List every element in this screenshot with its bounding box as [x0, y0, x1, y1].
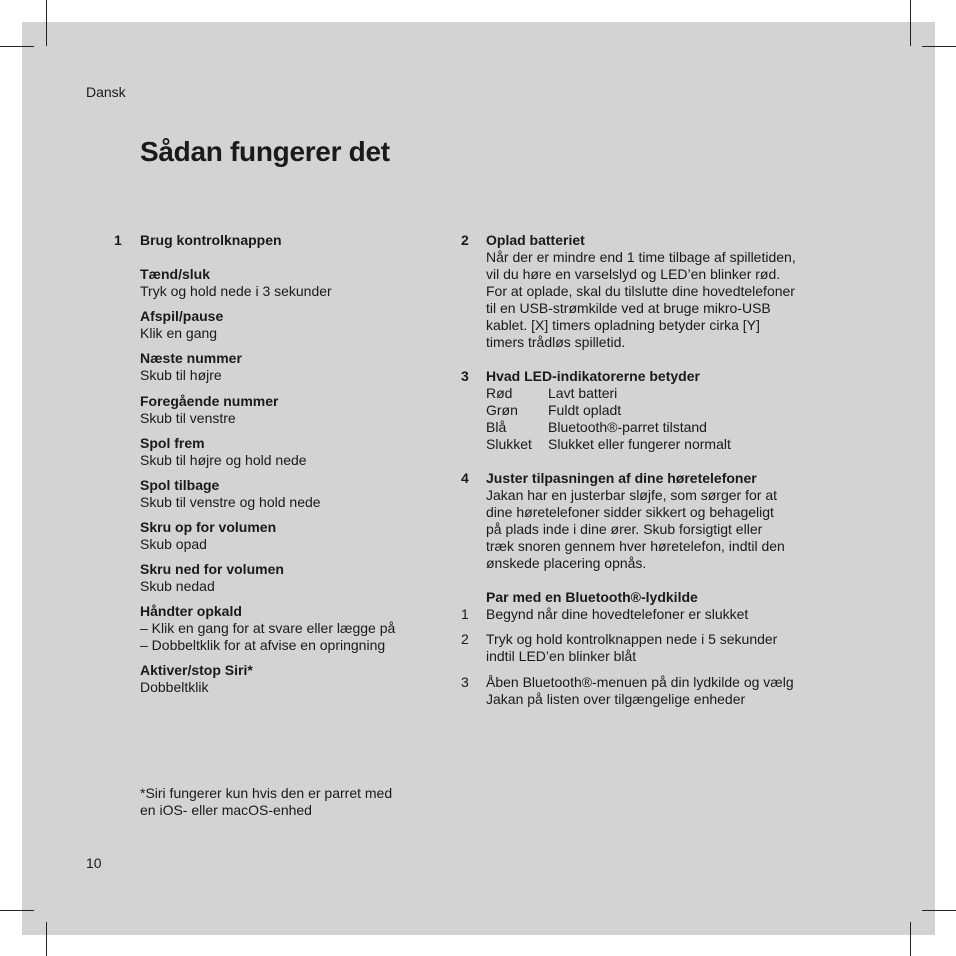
paragraph-line: træk snoren gennem hver høretelefon, indtil den: [486, 538, 785, 554]
section-fit: [486, 470, 785, 572]
step-line: Jakan på listen over tilgængelige enheder: [486, 691, 746, 707]
control-entry: [140, 393, 278, 427]
led-row: [486, 436, 786, 453]
control-title: Tænd/sluk: [140, 266, 211, 282]
crop-mark: [910, 0, 911, 46]
step-number: 2: [461, 631, 469, 647]
section-title: Brug kontrolknappen: [140, 232, 282, 248]
control-description: Skub til højre: [140, 367, 222, 383]
control-title: Afspil/pause: [140, 308, 224, 324]
control-entry: [140, 266, 332, 300]
paragraph-line: Jakan har en justerbar sløjfe, som sørger for at: [486, 487, 777, 503]
control-entry: [140, 308, 223, 342]
control-title: Næste nummer: [140, 350, 242, 366]
step-line: Tryk og hold kontrolknappen nede i 5 sekunder: [486, 631, 778, 647]
step-text: [486, 631, 777, 665]
paragraph-line: timers trådløs spilletid.: [486, 334, 626, 350]
control-title: Spol frem: [140, 435, 205, 451]
step-number: 1: [461, 606, 469, 622]
step-line: Åben Bluetooth®-menuen på din lydkilde og vælg: [486, 674, 794, 690]
paragraph-line: ønskede placering opnås.: [486, 555, 647, 571]
control-entry: [140, 435, 307, 469]
control-description: – Klik en gang for at svare eller lægge på: [140, 620, 396, 636]
control-description: Skub til højre og hold nede: [140, 452, 307, 468]
footnote: [140, 785, 392, 819]
step-number: 3: [461, 674, 469, 690]
led-meaning: Slukket eller fungerer normalt: [548, 436, 731, 452]
paragraph-line: til en USB-strømkilde ved at bruge mikro-USB: [486, 300, 771, 316]
led-color: Grøn: [486, 402, 518, 418]
crop-mark: [46, 0, 47, 46]
step-line: Begynd når dine hovedtelefoner er slukket: [486, 606, 749, 622]
control-entry: [140, 561, 284, 595]
control-title: Håndter opkald: [140, 603, 242, 619]
paragraph-line: dine høretelefoner sidder sikkert og behageligt: [486, 504, 774, 520]
control-description: Dobbeltklik: [140, 679, 209, 695]
led-color: Slukket: [486, 436, 532, 452]
section-title: Hvad LED-indikatorerne betyder: [486, 368, 700, 384]
crop-mark: [46, 922, 47, 956]
crop-mark: [910, 922, 911, 956]
footnote-line: en iOS- eller macOS-enhed: [140, 802, 312, 818]
control-description: Klik en gang: [140, 325, 218, 341]
paragraph-line: på plads inde i dine ører. Skub forsigtigt eller: [486, 521, 763, 537]
section-title: Juster tilpasningen af dine høretelefoner: [486, 470, 757, 486]
page-title: Sådan fungerer det: [140, 136, 390, 167]
paragraph-line: Når der er mindre end 1 time tilbage af spilletiden,: [486, 249, 796, 265]
control-entry: [140, 662, 253, 696]
control-title: Foregående nummer: [140, 393, 279, 409]
section-number: 3: [461, 368, 469, 384]
control-entry: [140, 603, 395, 654]
paragraph-line: For at oplade, skal du tilslutte dine hovedtelefoner: [486, 283, 795, 299]
page-number: 10: [86, 855, 102, 871]
crop-mark: [922, 46, 956, 47]
crop-mark: [922, 910, 956, 911]
step-text: [486, 606, 748, 623]
control-title: Skru ned for volumen: [140, 561, 284, 577]
crop-mark: [0, 910, 34, 911]
led-row: [486, 419, 786, 436]
control-description: Tryk og hold nede i 3 sekunder: [140, 283, 332, 299]
step-text: [486, 674, 794, 708]
led-color: Rød: [486, 385, 513, 401]
control-title: Skru op for volumen: [140, 519, 277, 535]
control-description: Skub opad: [140, 536, 207, 552]
pairing-title: Par med en Bluetooth®-lydkilde: [486, 589, 698, 605]
language-label: Dansk: [86, 84, 126, 100]
led-color: Blå: [486, 419, 507, 435]
control-title: Spol tilbage: [140, 477, 220, 493]
control-description: Skub til venstre: [140, 410, 236, 426]
led-meaning: Lavt batteri: [548, 385, 618, 401]
led-meaning: Fuldt opladt: [548, 402, 622, 418]
section-number: 4: [461, 470, 469, 486]
paragraph-line: vil du høre en varselslyd og LED’en blinker rød.: [486, 266, 781, 282]
led-row: [486, 402, 786, 419]
section-title: Oplad batteriet: [486, 232, 585, 248]
control-title: Aktiver/stop Siri*: [140, 662, 253, 678]
paragraph-line: kablet. [X] timers opladning betyder cirka [Y]: [486, 317, 760, 333]
control-description: – Dobbeltklik for at afvise en opringning: [140, 637, 386, 653]
control-description: Skub til venstre og hold nede: [140, 494, 321, 510]
section-charge: [486, 232, 796, 351]
footnote-line: *Siri fungerer kun hvis den er parret med: [140, 785, 393, 801]
section-number: 2: [461, 232, 469, 248]
step-line: indtil LED’en blinker blåt: [486, 648, 637, 664]
crop-mark: [0, 46, 34, 47]
led-meaning: Bluetooth®-parret tilstand: [548, 419, 707, 435]
control-entry: [140, 477, 321, 511]
led-row: [486, 385, 786, 402]
section-number: 1: [114, 232, 122, 248]
control-entry: [140, 519, 276, 553]
control-description: Skub nedad: [140, 578, 215, 594]
control-entry: [140, 350, 242, 384]
